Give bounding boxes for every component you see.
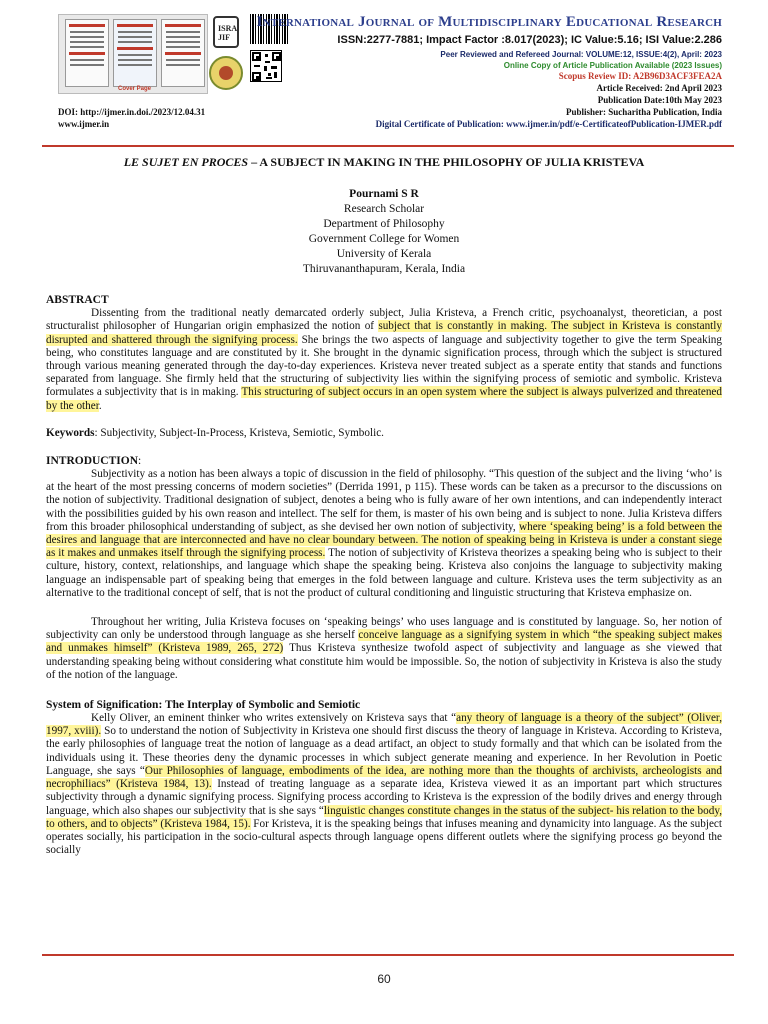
section-heading: System of Signification: The Interplay of Symbolic and Semiotic [46, 699, 361, 712]
affiliation-line: Research Scholar [343, 203, 425, 216]
author-block [46, 187, 722, 277]
paper-title [46, 156, 722, 169]
highlighted-text: This structuring of subject occurs in an open system where the subject is always pulverized and threatened by the other [46, 386, 722, 412]
highlighted-text: where ‘speaking being’ is a fold between the desires and language that are interconnected and have no clear boundary between. The notion of speaking being in Kristeva is under a constant siege as it makes and unmakes itself through the signifying process. [46, 520, 722, 560]
journal-title: International Journal of Multidisciplinary Educational Research [256, 14, 722, 30]
keywords-line [46, 427, 722, 440]
issn-impact-line: ISSN:2277-7881; Impact Factor :8.017(2023); IC Value:5.16; ISI Value:2.286 [337, 34, 722, 46]
abstract-paragraph [46, 307, 722, 413]
text-run: Subjectivity as a notion has been always a topic of discussion in the field of philosophy. “This question of the subject and the living ‘who’ is at the heart of the most pressing concerns of modern societies” (Derrida 1991, p 115). These words can be taken as a precursor to the discussions on the notion of subjectivity. Traditional designation of subject, denotes a being who is fully aware of her own intentions, and can independently interact with the possibilities guided by his own reason and intellect. The self for them, is master of his own being and is subject to none. Julia Kristeva differs from this broader philosophical understanding of subject, as she devised her own notion of subjectivity, [46, 468, 722, 533]
highlighted-text: subject that is constantly in making. The subject in Kristeva is constantly disrupted and shattered through the signifying process. [46, 320, 722, 346]
introduction-heading-text: INTRODUCTION [46, 455, 139, 468]
cover-page-label: Cover Page [118, 86, 152, 92]
affiliation-line: University of Kerala [336, 248, 432, 261]
journal-header [0, 0, 768, 150]
university-seal-logo [209, 56, 243, 90]
footer-divider [42, 954, 734, 956]
volume-issue-line: Peer Reviewed and Refereed Journal: VOLUME:12, ISSUE:4(2), April: 2023 [440, 50, 722, 59]
text-run: For Kristeva, it is the speaking beings that infuses meaning and dynamicity into language. As the subject operates socially, his participation in the socio-cultural aspects through language opens different outlets where the signifying process go beyond the socially [46, 817, 722, 857]
text-run: Dissenting from the traditional neatly demarcated orderly subject, Julia Kristeva, a French critic, psychoanalyst, theoretician, a post structuralist philosopher of Hungarian origin emphasized the notion of [46, 307, 722, 333]
abstract-heading: ABSTRACT [46, 294, 109, 307]
section-paragraph [46, 712, 722, 857]
cover-thumbnail [65, 19, 109, 87]
certificate-link[interactable]: Digital Certificate of Publication: www.ijmer.in/pdf/e-CertificateofPublication-IJMER.pdf [375, 119, 722, 129]
text-run: The notion of subjectivity of Kristeva theorizes a speaking being who is subject to their culture, history, context, relationships, and language which shape the speaking being. Kristeva also conjoins the language to subjectivity making language an indispensable part of speaking being that emerges in the fold between language and culture. Kristeva uses the term subjectivity as an alternative to the traditional concept of self, that is not the product of cultural conditioning and linguistic structuring that Kristeva emphasize on. [46, 547, 722, 599]
scopus-id-line: Scopus Review ID: A2B96D3ACF3FEA2A [558, 71, 722, 81]
highlighted-text: Our Philosophies of language, embodiments of the idea, are nothing more than the thoughts of archivists, archeologists and necrophiliacs” (Kristeva 1984, 13). [46, 764, 722, 791]
sra-logo [213, 16, 239, 48]
highlighted-text: conceive language as a signifying system in which “the speaking subject makes and unmakes himself” (Kristeva 1989, 265, 272) [46, 629, 722, 655]
keywords-label: Keywords [46, 426, 95, 439]
paper-body [46, 156, 722, 857]
highlighted-text: linguistic changes constitute changes in the status of the subject- his relation to the body, to others, and to objects” (Kristeva 1984, 15). [46, 804, 722, 830]
publisher-line: Publisher: Sucharitha Publication, India [565, 107, 722, 117]
introduction-paragraph [46, 468, 722, 600]
text-run: Thus Kristeva synthesize twofold aspect of subjectivity and language as she viewed that understanding speaking being without considering what constitute him would be impossible. So, the notion of subjectivity in Kristeva is also the study of the notion of the language. [46, 642, 723, 681]
paper-title-italic: LE SUJET EN PROCES [123, 155, 249, 169]
text-run: . [98, 399, 102, 412]
text-run: So to understand the notion of Subjectivity in Kristeva one should first discuss the theory of language in Kristeva. According to Kristeva, the early philosophies of language treat the notion of language as a dead artifact, an object to study formally and that which can be isolated from the individuals using it. These theories deny the dynamic processes in which subject generate meaning and experience. In her Revolution in Poetic Language, she says “ [46, 725, 722, 777]
text-run: Instead of treating language as a separate idea, Kristeva viewed it as an important part which structures subjectivity through a dynamic signifying process. Signifying process according to Kristeva is the expression of the bodily drives and energy through language, which also shapes our subjectivity that is she says “ [46, 778, 722, 817]
cover-page-image[interactable] [58, 14, 208, 94]
introduction-heading [46, 454, 722, 468]
author-name: Pournami S R [349, 188, 419, 201]
introduction-paragraph [46, 616, 722, 682]
doi-link[interactable]: DOI: http://ijmer.in.doi./2023/12.04.31 [58, 107, 206, 117]
cover-thumbnail [113, 19, 157, 87]
page-number: 60 [377, 972, 391, 986]
affiliation-line: Thiruvananthapuram, Kerala, India [302, 263, 466, 276]
affiliation-line: Department of Philosophy [323, 218, 445, 231]
website-link[interactable]: www.ijmer.in [58, 119, 110, 129]
text-run: Kelly Oliver, an eminent thinker who writes extensively on Kristeva says that “ [91, 712, 457, 725]
qr-code-icon[interactable] [250, 50, 282, 82]
header-divider [42, 145, 734, 147]
sra-logo-text: ISRA JIF [218, 24, 237, 42]
cover-thumbnail [161, 19, 205, 87]
affiliation-line: Government College for Women [308, 233, 460, 246]
highlighted-text: any theory of language is a theory of the subject” (Oliver, 1997, xviii). [46, 712, 722, 738]
publication-date: Publication Date:10th May 2023 [597, 95, 722, 105]
received-date: Article Received: 2nd April 2023 [596, 83, 722, 93]
keywords-list: : Subjectivity, Subject-In-Process, Kristeva, Semiotic, Symbolic. [94, 426, 384, 439]
text-run: She brings the two aspects of language and subjectivity together to give the term Speaking being, who constitutes language and are constituted by it. She brought in the dynamic signification process, through which the subject is structured through various meaning generated through the day-to-day experiences. Kristeva never treated subject as a sperate entity that stands and functions separated from language. She firmly held that the structuring of subjectivity lies within the signifying process of semiotic and symbolic. Kristeva formulates a subjectivity that is in making. [46, 333, 722, 399]
paper-title-rest: – A SUBJECT IN MAKING IN THE PHILOSOPHY OF JULIA KRISTEVA [248, 155, 645, 169]
introduction-colon: : [138, 455, 142, 468]
text-run: Throughout her writing, Julia Kristeva focuses on ‘speaking beings’ who uses language and is constituted by language. So, her notion of subjectivity can only be understood through language as she herself [46, 616, 722, 642]
online-copy-line: Online Copy of Article Publication Available (2023 Issues) [503, 61, 722, 70]
